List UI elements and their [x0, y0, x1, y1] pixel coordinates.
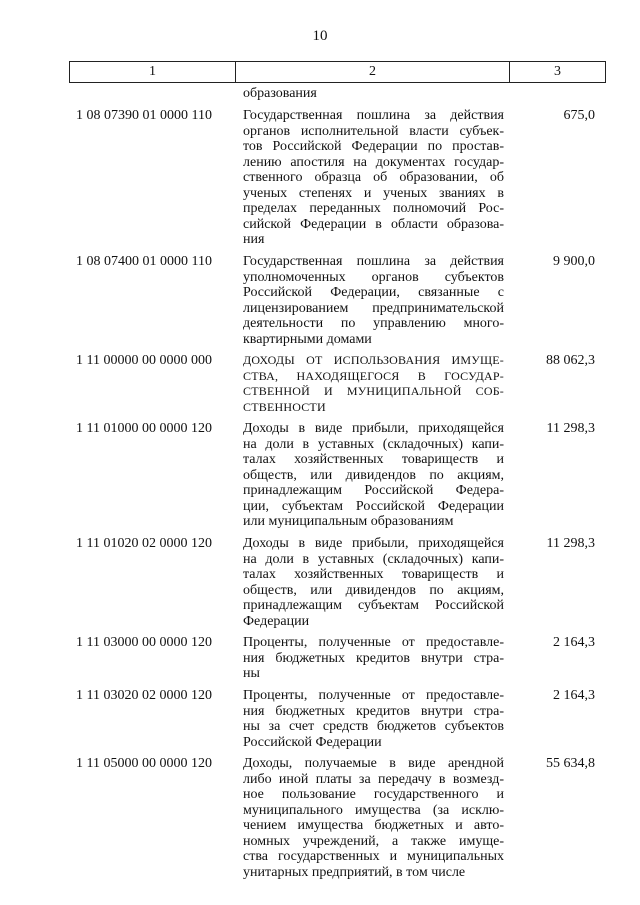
row-name-line: лению апостиля на документах государ-: [243, 154, 504, 170]
row-name: [243, 421, 504, 530]
row-name-line: Государственная пошлина за действия: [243, 108, 504, 123]
row-name-line: ственного образца об образовании, об: [243, 170, 504, 185]
row-name: [243, 108, 504, 248]
row-name-line: на доли в уставных (складочных) капи-: [243, 436, 504, 452]
table-row: [0, 353, 640, 415]
row-name-line: ния бюджетных кредитов внутри стра-: [243, 703, 504, 719]
row-name-line: Доходы в виде прибыли, приходящейся: [243, 421, 504, 436]
row-name-line: пределах переданных полномочий Рос-: [243, 201, 504, 216]
row-amount: 11 298,3: [546, 421, 595, 436]
row-name-line: ученых степенях и ученых званиях в: [243, 185, 504, 201]
table-row: [0, 254, 640, 347]
row-code: 1 08 07400 01 0000 110: [76, 254, 212, 269]
row-name-line: обществ, или дивидендов по акциям,: [243, 467, 504, 483]
row-name-line: СТВЕННОЙ И МУНИЦИПАЛЬНОЙ СОБ-: [243, 384, 504, 398]
column-header-3: 3: [554, 64, 561, 79]
row-amount: 2 164,3: [553, 688, 595, 703]
row-name-line: принадлежащим Российской Федера-: [243, 483, 504, 498]
table-row: [0, 635, 640, 682]
row-code: 1 11 05000 00 0000 120: [76, 756, 212, 771]
table-column-header: [69, 61, 606, 83]
row-name: [243, 86, 504, 102]
row-name-line: ны за счет средств бюджетов субъектов: [243, 719, 504, 734]
row-code: 1 11 03000 00 0000 120: [76, 635, 212, 650]
row-name-line: тов Российской Федерации по простав-: [243, 139, 504, 154]
column-header-2: 2: [236, 62, 510, 82]
row-amount: 675,0: [563, 108, 595, 123]
row-name-line: Доходы, получаемые в виде арендной: [243, 756, 504, 771]
row-name-line: Федерации: [243, 613, 310, 629]
table-row: [0, 756, 640, 880]
row-amount: 88 062,3: [546, 353, 595, 368]
row-name-line: уполномоченных органов субъектов: [243, 269, 504, 285]
row-name-line: ции, субъектам Российской Федерации: [243, 498, 504, 514]
row-name: [243, 254, 504, 347]
row-name-line: сийской Федерации в области образова-: [243, 216, 504, 232]
table-row: [0, 421, 640, 530]
row-name-line: органов исполнительной власти субъек-: [243, 123, 504, 139]
row-name: [243, 756, 504, 880]
row-name-line: талах хозяйственных товариществ и: [243, 452, 504, 467]
row-code: 1 11 00000 00 0000 000: [76, 353, 212, 368]
row-name: [243, 688, 504, 750]
row-name: [243, 353, 504, 415]
row-name-line: лицензированием предпринимательской: [243, 300, 504, 316]
row-name-line: ния бюджетных кредитов внутри стра-: [243, 650, 504, 666]
row-name-line: обществ, или дивидендов по акциям,: [243, 582, 504, 598]
row-name-line: Российской Федерации, связанные с: [243, 285, 504, 300]
row-name-line: либо иной платы за передачу в возмезд-: [243, 771, 504, 787]
row-name-line: Российской Федерации: [243, 734, 382, 750]
row-code: 1 11 01000 00 0000 120: [76, 421, 212, 436]
row-code: 1 11 03020 02 0000 120: [76, 688, 212, 703]
row-name-line: чением имущества бюджетных и авто-: [243, 818, 504, 833]
table-body: [0, 86, 640, 886]
row-name-line: Государственная пошлина за действия: [243, 254, 504, 269]
row-name-line: Проценты, полученные от предоставле-: [243, 635, 504, 650]
row-name-line: ное пользование государственного и: [243, 787, 504, 802]
table-row: [0, 688, 640, 750]
table-row: [0, 108, 640, 248]
row-name-line: на доли в уставных (складочных) капи-: [243, 551, 504, 567]
row-name-line: принадлежащим субъектам Российской: [243, 598, 504, 613]
row-name: [243, 635, 504, 682]
row-name-line: муниципального имущества (за исклю-: [243, 802, 504, 818]
row-name-line: или муниципальным образованиям: [243, 514, 454, 529]
row-name-line: СТВЕННОСТИ: [243, 399, 326, 414]
row-name-line: ны: [243, 666, 260, 681]
row-amount: 2 164,3: [553, 635, 595, 650]
page-number: 10: [312, 28, 328, 44]
row-amount: 55 634,8: [546, 756, 595, 771]
row-name-line: Доходы в виде прибыли, приходящейся: [243, 536, 504, 551]
row-name-line: СТВА, НАХОДЯЩЕГОСЯ В ГОСУДАР-: [243, 368, 504, 383]
row-code: 1 08 07390 01 0000 110: [76, 108, 212, 123]
row-name-line: унитарных предприятий, в том числе: [243, 864, 466, 880]
row-name-line: ДОХОДЫ ОТ ИСПОЛЬЗОВАНИЯ ИМУЩЕ-: [243, 353, 504, 367]
row-name-line: талах хозяйственных товариществ и: [243, 567, 504, 582]
row-code: 1 11 01020 02 0000 120: [76, 536, 212, 551]
row-name-line: номных учреждений, а также имуще-: [243, 833, 504, 849]
table-row: [0, 86, 640, 102]
row-name-line: образования: [243, 86, 317, 101]
row-name-line: квартирными домами: [243, 331, 372, 347]
row-name-line: ния: [243, 232, 265, 247]
table-row: [0, 536, 640, 629]
row-name-line: ства государственных и муниципальных: [243, 849, 504, 864]
row-name-line: деятельности по управлению много-: [243, 316, 504, 331]
row-amount: 11 298,3: [546, 536, 595, 551]
row-name: [243, 536, 504, 629]
row-amount: 9 900,0: [553, 254, 595, 269]
column-header-1: 1: [70, 62, 236, 82]
row-name-line: Проценты, полученные от предоставле-: [243, 688, 504, 703]
